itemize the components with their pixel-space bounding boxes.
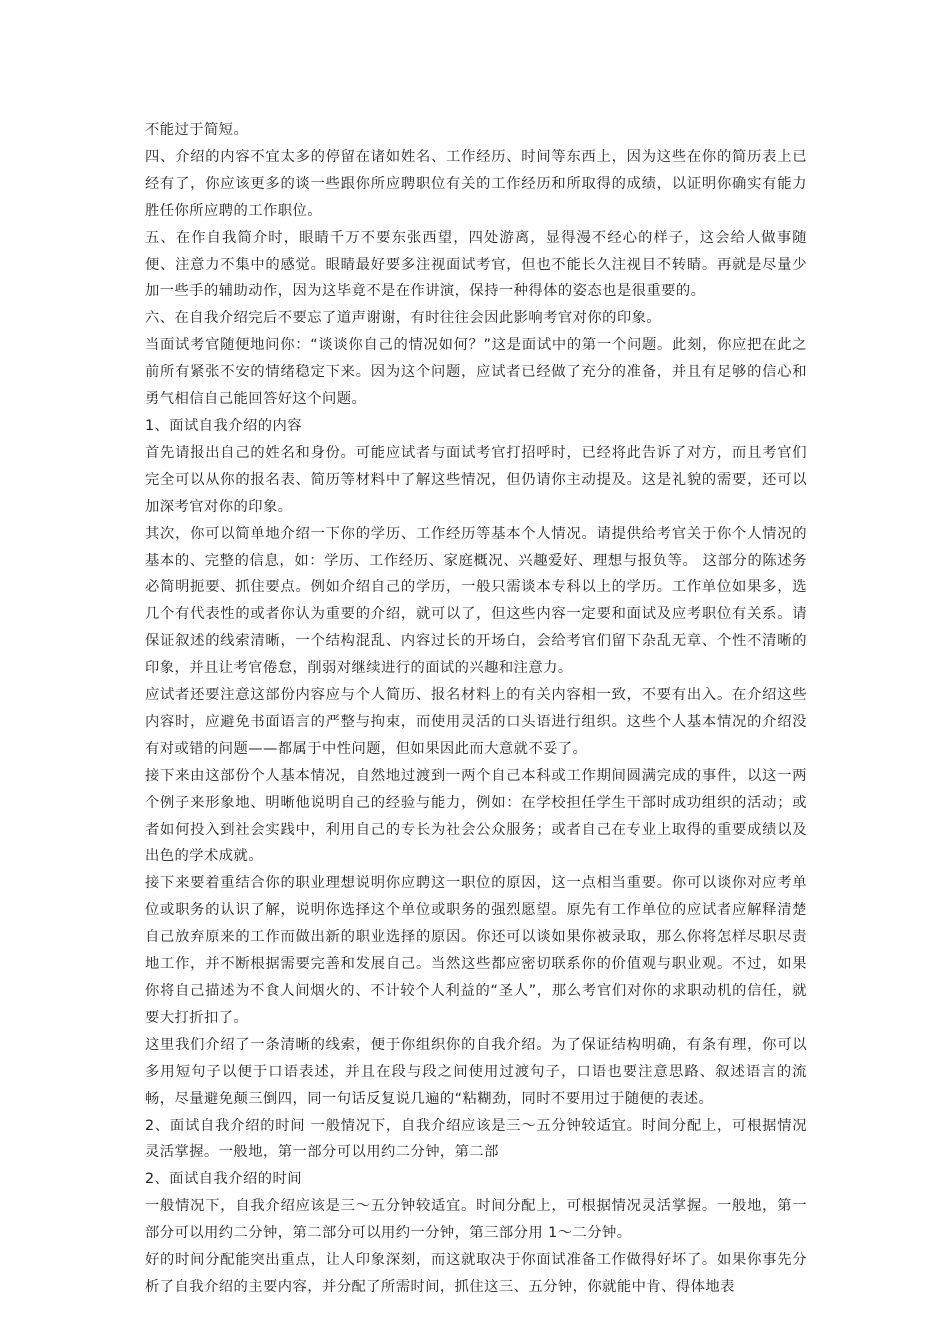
paragraph: 首先请报出自己的姓名和身份。可能应试者与面试考官打招呼时，已经将此告诉了对方，而且考官们完全可以从你的报名表、简历等材料中了解这些情况，但仍请你主动提及。这是礼貌的需要，还可以加深考官对你的印象。 (145, 444, 807, 515)
paragraph: 这里我们介绍了一条清晰的线索，便于你组织你的自我介绍。为了保证结构明确，有条有理，你可以多用短句子以便于口语表述，并且在段与段之间使用过渡句子，口语也要注意思路、叙述语言的流畅，尽量避免颠三倒四，同一句话反复说几遍的“粘糊劲，同时不要用过于随便的表述。 (145, 1036, 807, 1107)
paragraph: 当面试考官随便地问你：“谈谈你自己的情况如何？”这是面试中的第一个问题。此刻，你应把在此之前所有紧张不安的情绪稳定下来。因为这个问题，应试者已经做了充分的准备，并且有足够的信心和勇气相信自己能回答好这个问题。 (145, 337, 807, 408)
paragraph: 其次，你可以简单地介绍一下你的学历、工作经历等基本个人情况。请提供给考官关于你个人情况的基本的、完整的信息，如：学历、工作经历、家庭概况、兴趣爱好、理想与报负等。 这部分的陈述务必简明扼要、抓住要点。例如介绍自己的学历，一般只需谈本专科以上的学历。工作单位如果多，选几个有代表性的或者你认为重要的介绍，就可以了，但这些内容一定要和面试及应考职位有关系。请保证叙述的线索清晰，一个结构混乱、内容过长的开场白，会给考官们留下杂乱无章、个性不清晰的印象，并且让考官倦怠，削弱对继续进行的面试的兴趣和注意力。 (145, 525, 807, 677)
paragraph: 四、介绍的内容不宜太多的停留在诸如姓名、工作经历、时间等东西上，因为这些在你的简历表上已经有了，你应该更多的谈一些跟你所应聘职位有关的工作经历和所取得的成绩，以证明你确实有能力胜任你所应聘的工作职位。 (145, 148, 807, 219)
paragraph: 一般情况下，自我介绍应该是三～五分钟较适宜。时间分配上，可根据情况灵活掌握。一般地，第一部分可以用约二分钟，第二部分可以用约一分钟，第三部分用 1～二分钟。 (145, 1198, 807, 1242)
document-page (145, 117, 807, 1301)
section-heading: 1、面试自我介绍的内容 (145, 417, 303, 434)
paragraph: 接下来要着重结合你的职业理想说明你应聘这一职位的原因，这一点相当重要。你可以谈你对应考单位或职务的认识了解，说明你选择这个单位或职务的强烈愿望。原先有工作单位的应试者应解释清楚自己放弃原来的工作而做出新的职业选择的原因。你还可以谈如果你被录取，那么你将怎样尽职尽责地工作，并不断根据需要完善和发展自己。当然这些都应密切联系你的价值观与职业观。不过，如果你将自己描述为不食人间烟火的、不计较个人利益的“圣人”，那么考官们对你的求职动机的信任，就要大打折扣了。 (145, 875, 807, 1026)
section-heading: 2、面试自我介绍的时间 (145, 1171, 303, 1188)
paragraph: 五、在作自我简介时，眼睛千万不要东张西望，四处游离，显得漫不经心的样子，这会给人做事随便、注意力不集中的感觉。眼睛最好要多注视面试考官，但也不能长久注视目不转睛。再就是尽量少加一些手的辅助动作，因为这毕竟不是在作讲演，保持一种得体的姿态也是很重要的。 (145, 229, 807, 300)
paragraph: 六、在自我介绍完后不要忘了道声谢谢，有时往往会因此影响考官对你的印象。 (145, 310, 662, 327)
paragraph: 2、面试自我介绍的时间 一般情况下，自我介绍应该是三～五分钟较适宜。时间分配上，可根据情况灵活掌握。一般地，第一部分可以用约二分钟，第二部 (145, 1117, 807, 1161)
paragraph: 应试者还要注意这部份内容应与个人简历、报名材料上的有关内容相一致，不要有出入。在介绍这些内容时，应避免书面语言的严整与拘束，而使用灵活的口头语进行组织。这些个人基本情况的介绍没有对或错的问题——都属于中性问题，但如果因此而大意就不妥了。 (145, 687, 807, 757)
paragraph: 好的时间分配能突出重点，让人印象深刻，而这就取决于你面试准备工作做得好坏了。如果你事先分析了自我介绍的主要内容，并分配了所需时间，抓住这三、五分钟，你就能中肯、得体地表 (145, 1252, 807, 1295)
paragraph: 不能过于简短。 (145, 122, 249, 138)
paragraph: 接下来由这部份个人基本情况，自然地过渡到一两个自己本科或工作期间圆满完成的事件，以这一两个例子来形象地、明晰他说明自己的经验与能力，例如：在学校担任学生干部时成功组织的活动；或者如何投入到社会实践中，利用自己的专长为社会公众服务；或者自己在专业上取得的重要成绩以及出色的学术成就。 (145, 767, 807, 865)
